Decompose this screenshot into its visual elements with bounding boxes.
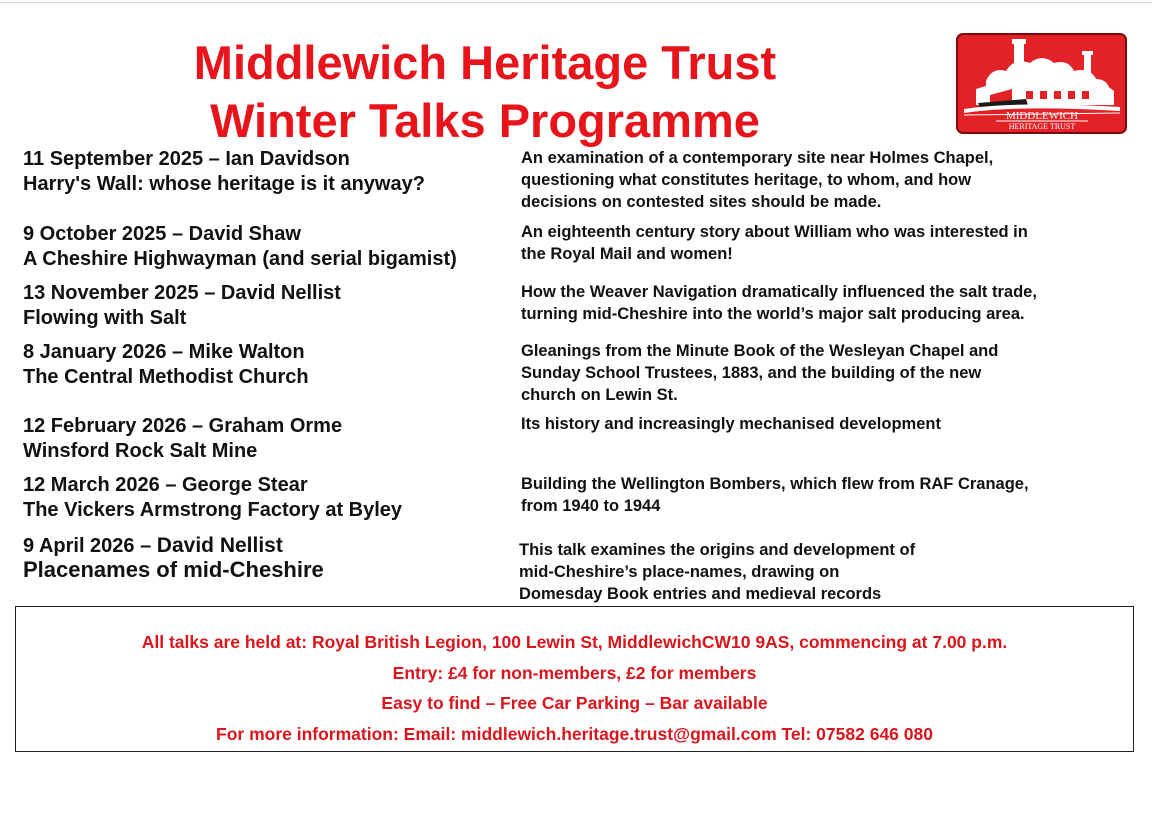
talk-title: Winsford Rock Salt Mine <box>23 440 258 462</box>
talk-heading <box>23 281 513 331</box>
talk-description <box>521 340 1141 406</box>
middlewich-heritage-trust-logo-icon <box>956 33 1127 134</box>
talk-description <box>519 539 1139 605</box>
talk-date-speaker: 9 October 2025 – David Shaw <box>23 223 301 245</box>
page-subtitle: Winter Talks Programme <box>210 94 760 147</box>
info-box <box>15 606 1134 752</box>
talk-title: A Cheshire Highwayman (and serial bigamist) <box>23 248 457 270</box>
talk-description-line: Its history and increasingly mechanised development <box>521 415 941 433</box>
talk-description-line: mid-Cheshire’s place-names, drawing on <box>519 563 840 581</box>
logo-wordmark-line2: HERITAGE TRUST <box>1008 122 1076 131</box>
talk-title: The Vickers Armstrong Factory at Byley <box>23 499 403 521</box>
talk-description-line: Domesday Book entries and medieval records <box>519 585 882 603</box>
talk-description-line: turning mid-Cheshire into the world’s major salt producing area. <box>521 305 1025 323</box>
talk-date-speaker: 12 March 2026 – George Stear <box>23 474 308 496</box>
talk-title: The Central Methodist Church <box>23 366 309 388</box>
talk-date-speaker <box>23 533 513 559</box>
top-divider <box>0 2 1152 3</box>
talk-heading <box>23 414 513 464</box>
talk-date-speaker: 11 September 2025 – Ian Davidson <box>23 148 350 170</box>
talk-description-line: decisions on contested sites should be made. <box>521 193 882 211</box>
talk-description-line: An eighteenth century story about William who was interested in <box>521 223 1028 241</box>
talk-date-speaker: 13 November 2025 – David Nellist <box>23 282 341 304</box>
talk-date: 9 April 2026 – <box>23 535 152 557</box>
talk-description <box>521 221 1141 265</box>
talk-description-line: This talk examines the origins and development of <box>519 541 916 559</box>
talk-description <box>521 473 1141 517</box>
talk-heading <box>23 340 513 390</box>
talk-description-line: An examination of a contemporary site near Holmes Chapel, <box>521 149 994 167</box>
talk-heading <box>23 147 513 197</box>
talk-title: Harry's Wall: whose heritage is it anyway? <box>23 173 425 195</box>
talk-description-line: questioning what constitutes heritage, to whom, and how <box>521 171 972 189</box>
talk-description-line: Gleanings from the Minute Book of the Wesleyan Chapel and <box>521 342 999 360</box>
talk-heading <box>23 222 513 272</box>
contact-text: For more information: Email: middlewich.heritage.trust@gmail.com Tel: 07582 646 080 <box>216 724 933 744</box>
talk-description-line: church on Lewin St. <box>521 386 678 404</box>
talk-title: Flowing with Salt <box>23 307 187 329</box>
talk-description <box>521 281 1141 325</box>
talk-description <box>521 147 1141 213</box>
talk-heading <box>23 533 513 581</box>
page-title: Middlewich Heritage Trust <box>193 36 777 89</box>
venue-text: All talks are held at: Royal British Legion, 100 Lewin St, MiddlewichCW10 9AS, commencing at 7.00 p.m. <box>141 632 1008 652</box>
talk-title: Placenames of mid-Cheshire <box>23 557 324 582</box>
logo-wordmark-line1: MIDDLEWICH <box>1005 110 1079 122</box>
talk-description-line: Building the Wellington Bombers, which flew from RAF Cranage, <box>521 475 1029 493</box>
talk-description-line: from 1940 to 1944 <box>521 497 661 515</box>
talk-description-line: Sunday School Trustees, 1883, and the building of the new <box>521 364 982 382</box>
talk-description-line: the Royal Mail and women! <box>521 245 733 263</box>
talk-date-speaker: 8 January 2026 – Mike Walton <box>23 341 305 363</box>
talk-date-speaker: 12 February 2026 – Graham Orme <box>23 415 343 437</box>
entry-price-text: Entry: £4 for non-members, £2 for members <box>392 663 757 683</box>
talk-description-line: How the Weaver Navigation dramatically influenced the salt trade, <box>521 283 1037 301</box>
talk-description <box>521 413 1141 435</box>
facilities-text: Easy to find – Free Car Parking – Bar available <box>381 693 768 713</box>
talk-speaker: David Nellist <box>156 534 283 557</box>
talk-heading <box>23 473 513 523</box>
